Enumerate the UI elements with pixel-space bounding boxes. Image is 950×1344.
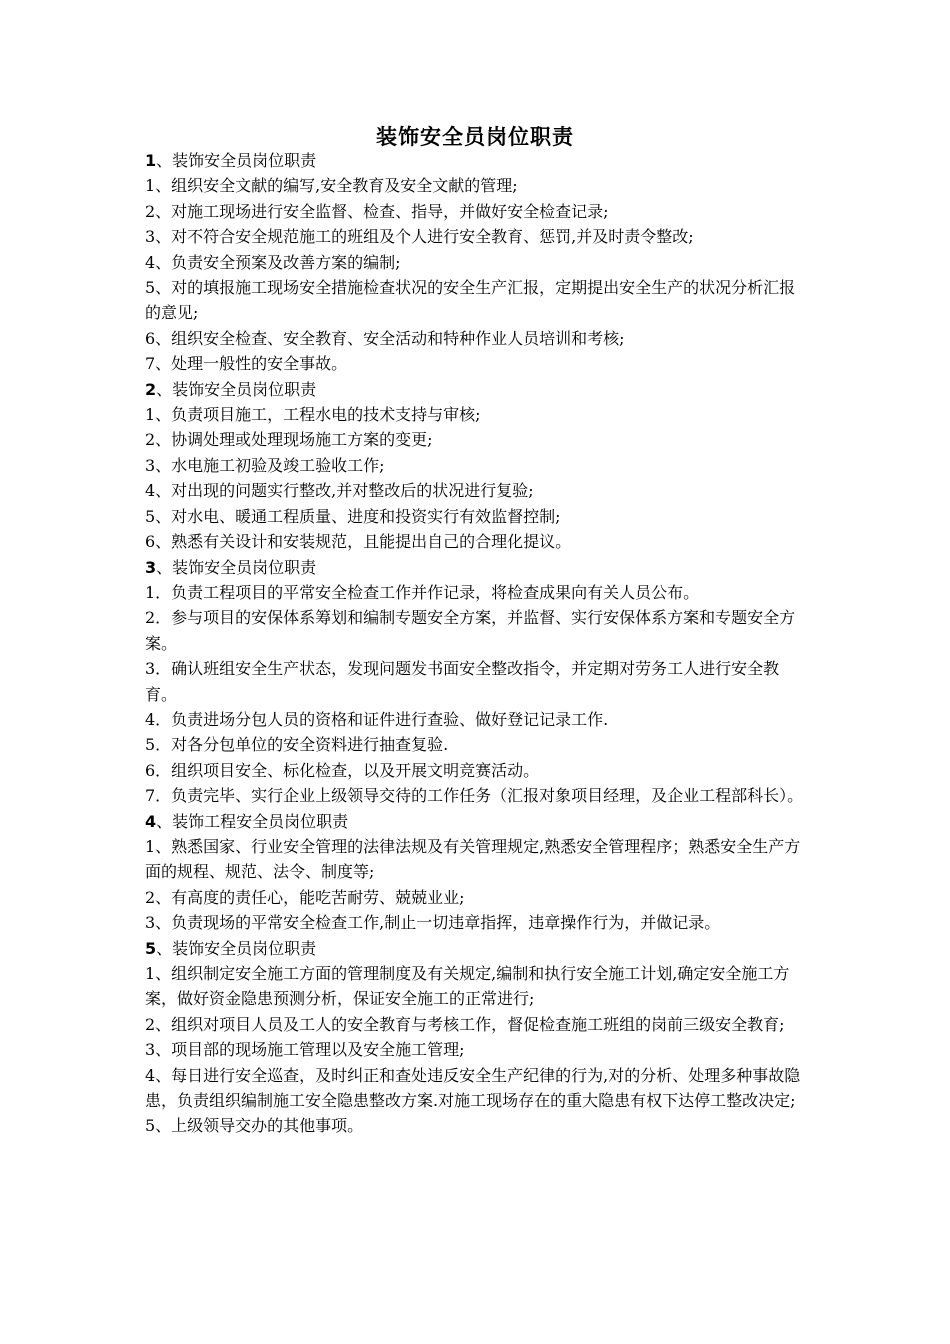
section-number: 5 [145,938,157,958]
list-item: 2．参与项目的安保体系筹划和编制专题安全方案，并监督、实行安保体系方案和专题安全方案。 [145,608,796,653]
list-item: 1、负责项目施工，工程水电的技术支持与审核; [145,405,481,425]
section-heading-text: 、装饰安全员岗位职责 [156,557,317,577]
section-heading-text: 、装饰安全员岗位职责 [156,151,317,170]
list-item: 2、有高度的责任心，能吃苦耐劳、兢兢业业; [145,887,465,907]
section-1 [145,148,810,377]
section-heading [145,148,810,173]
list-item: 3、项目部的现场施工管理以及安全施工管理; [145,1040,465,1060]
section-heading-text: 、装饰安全员岗位职责 [156,938,317,958]
list-item: 5、上级领导交办的其他事项。 [145,1116,364,1136]
list-item: 4．负责进场分包人员的资格和证件进行查验、做好登记记录工作. [145,709,609,729]
list-item: 6、组织安全检查、安全教育、安全活动和特种作业人员培训和考核; [145,328,625,348]
list-item: 6、熟悉有关设计和安装规范，且能提出自己的合理化提议。 [145,532,572,552]
section-number: 4 [145,811,157,831]
list-item: 4、每日进行安全巡查，及时纠正和查处违反安全生产纪律的行为,对的分析、处理多种事故隐患，负责组织编制施工安全隐患整改方案.对施工现场存在的重大隐患有权下达停工整改决定; [145,1065,801,1111]
section-heading [145,555,810,580]
list-item: 2、组织对项目人员及工人的安全教育与考核工作，督促检查施工班组的岗前三级安全教育; [145,1014,785,1034]
section-heading [145,936,810,961]
list-item: 3．确认班组安全生产状态，发现问题发书面安全整改指令，并定期对劳务工人进行安全教育。 [145,659,780,704]
list-item: 1．负责工程项目的平常安全检查工作并作记录，将检查成果向有关人员公布。 [145,582,700,602]
section-number: 1 [145,151,157,170]
list-item: 2、对施工现场进行安全监督、检查、指导，并做好安全检查记录; [145,201,609,221]
section-4 [145,809,810,936]
list-item: 6．组织项目安全、标化检查，以及开展文明竞赛活动。 [145,760,540,780]
list-item: 1、组织制定安全施工方面的管理制度及有关规定,编制和执行安全施工计划,确定安全施工方案，做好资金隐患预测分析，保证安全施工的正常进行; [145,964,790,1009]
section-number: 3 [145,557,157,577]
list-item: 3、对不符合安全规范施工的班组及个人进行安全教育、惩罚,并及时责令整改; [145,227,694,247]
section-5 [145,936,810,1139]
list-item: 3、负责现场的平常安全检查工作,制止一切违章指挥，违章操作行为，并做记录。 [145,913,721,933]
list-item: 4、负责安全预案及改善方案的编制; [145,252,401,272]
section-3 [145,555,810,809]
list-item: 1、熟悉国家、行业安全管理的法律法规及有关管理规定,熟悉安全管理程序；熟悉安全生产方面的规程、规范、法令、制度等; [145,836,801,882]
document-body [145,148,810,1139]
section-heading [145,377,810,402]
section-heading-text: 、装饰安全员岗位职责 [156,379,317,399]
document-title: 装饰安全员岗位职责 [376,125,574,149]
list-item: 5、对水电、暖通工程质量、进度和投资实行有效监督控制; [145,506,561,526]
list-item: 7、处理一般性的安全事故。 [145,354,348,374]
list-item: 5、对的填报施工现场安全措施检查状况的安全生产汇报，定期提出安全生产的状况分析汇报的意见; [145,278,796,323]
list-item: 7．负责完毕、实行企业上级领导交待的工作任务（汇报对象项目经理，及企业工程部科长）。 [145,786,804,806]
section-heading [145,809,810,834]
list-item: 4、对出现的问题实行整改,并对整改后的状况进行复验; [145,481,534,501]
section-number: 2 [145,379,157,399]
section-heading-text: 、装饰工程安全员岗位职责 [156,811,349,831]
list-item: 2、协调处理或处理现场施工方案的变更; [145,430,433,450]
list-item: 3、水电施工初验及竣工验收工作; [145,455,385,475]
section-2 [145,377,810,555]
list-item: 1、组织安全文献的编写,安全教育及安全文献的管理; [145,176,518,196]
list-item: 5．对各分包单位的安全资料进行抽查复验. [145,735,449,755]
